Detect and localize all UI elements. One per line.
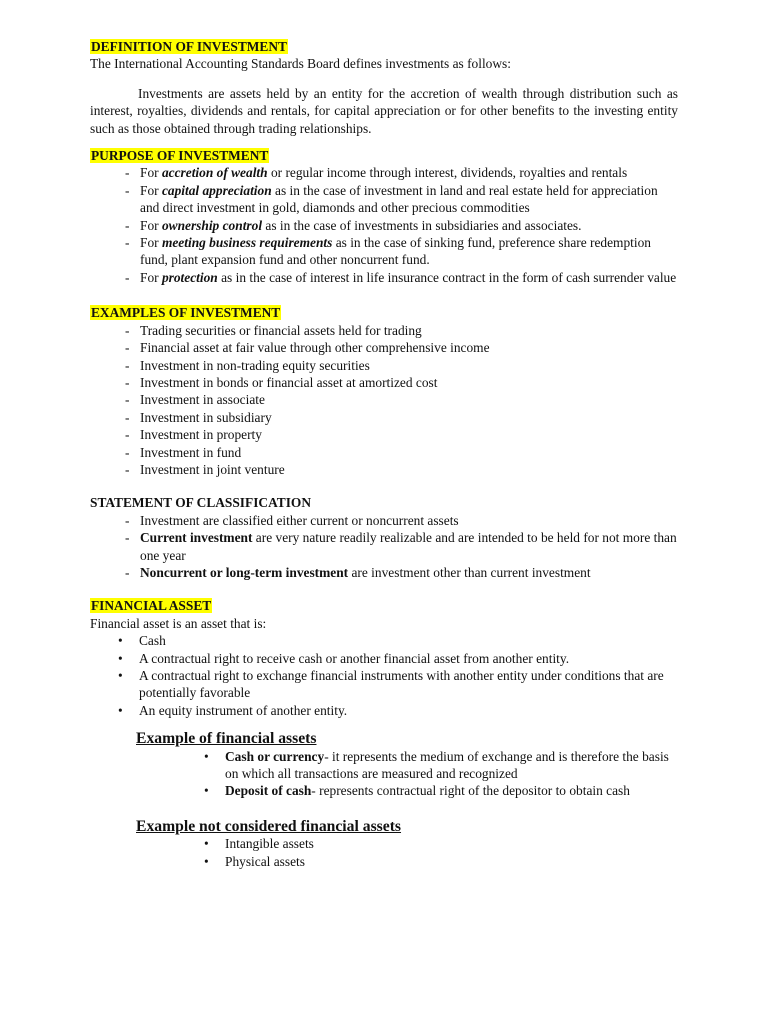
purpose-heading <box>90 147 678 164</box>
list-item: - Investment in subsidiary <box>90 409 678 426</box>
definition-body: Investments are assets held by an entity for the accretion of wealth through distribution such as interest, royalties, dividends and rentals, for capital appreciation or for other benefits to the investing entity such as those obtained through trading relationships. <box>90 85 678 136</box>
item-bold: Cash or currency <box>225 748 325 764</box>
item-prefix: For <box>140 235 162 251</box>
item-bold: Noncurrent or long-term investment <box>140 564 349 580</box>
financial-asset-section <box>90 597 678 719</box>
financial-asset-heading <box>90 597 678 614</box>
list-item: - Investment in non-trading equity securities <box>90 357 678 374</box>
example-not-financial-heading: Example not considered financial assets <box>136 817 402 835</box>
item-text: or regular income through interest, dividends, royalties and rentals <box>267 165 628 181</box>
list-item: - Investment in associate <box>90 391 678 408</box>
bullet-icon: • <box>118 668 123 683</box>
examples-heading <box>90 304 678 321</box>
bullet-icon: • <box>118 702 123 718</box>
item-text: Investment are classified either current or noncurrent assets <box>140 512 459 528</box>
item-text: - it represents the medium of exchange and is therefore the basis on which all transactions are measured and recognized <box>225 748 669 782</box>
list-item <box>90 853 678 870</box>
item-emphasis: capital appreciation <box>161 182 272 198</box>
definition-heading <box>90 38 678 55</box>
example-financial-list <box>90 748 678 800</box>
list-item <box>90 269 678 286</box>
financial-asset-intro: Financial asset is an asset that is: <box>90 615 267 631</box>
item-text: as in the case of sinking fund, preference share redemption fund, plant expansion fund and other noncurrent fund. <box>140 235 651 268</box>
list-item <box>90 650 678 667</box>
examples-section <box>90 304 678 478</box>
list-item <box>90 164 678 181</box>
item-text: An equity instrument of another entity. <box>139 702 348 718</box>
list-item: - Trading securities or financial assets held for trading <box>90 322 678 339</box>
definition-heading-text: DEFINITION OF INVESTMENT <box>91 39 287 54</box>
item-emphasis: ownership control <box>161 217 263 233</box>
financial-asset-heading-text: FINANCIAL ASSET <box>91 598 212 614</box>
item-text: Intangible assets <box>225 836 314 852</box>
list-item <box>90 632 678 649</box>
item-text: A contractual right to exchange financial instruments with another entity under conditions that are potentially favorable <box>139 668 664 701</box>
classification-list <box>90 512 678 582</box>
item-prefix: For <box>140 165 162 181</box>
bullet-icon: • <box>204 748 209 764</box>
example-financial-heading: Example of financial assets <box>136 730 317 748</box>
item-text: - represents contractual right of the depositor to obtain cash <box>311 783 630 799</box>
list-item <box>90 748 678 783</box>
list-item: - Investment in joint venture <box>90 461 678 478</box>
bullet-icon: • <box>204 853 209 869</box>
bullet-icon: • <box>118 633 123 649</box>
item-bold: Deposit of cash <box>225 783 312 799</box>
classification-section <box>90 494 678 581</box>
financial-asset-list <box>90 632 678 719</box>
list-item <box>90 512 678 529</box>
list-item <box>90 564 678 581</box>
bullet-icon: • <box>204 836 209 852</box>
item-text: Cash <box>139 633 166 649</box>
purpose-heading-text: PURPOSE OF INVESTMENT <box>91 148 269 164</box>
list-item: - Investment in property <box>90 426 678 443</box>
example-financial-section <box>90 730 678 800</box>
example-not-financial-list <box>90 835 678 870</box>
list-item <box>90 667 678 702</box>
list-item <box>90 835 678 852</box>
list-item <box>90 782 678 799</box>
list-item: - Investment in bonds or financial asset at amortized cost <box>90 374 678 391</box>
item-text: as in the case of investment in land and real estate held for appreciation and direct investment in gold, diamonds and other precious commodities <box>140 182 658 216</box>
list-item <box>90 182 678 217</box>
list-item <box>90 234 678 269</box>
item-emphasis: protection <box>161 269 218 285</box>
bullet-icon: • <box>204 783 209 799</box>
definition-section <box>90 38 678 137</box>
list-item: - Financial asset at fair value through other comprehensive income <box>90 339 678 356</box>
item-bold: Current investment <box>140 530 253 546</box>
examples-list <box>90 322 678 479</box>
list-item <box>90 702 678 719</box>
classification-heading: STATEMENT OF CLASSIFICATION <box>90 495 311 511</box>
purpose-section <box>90 147 678 286</box>
examples-heading-text: EXAMPLES OF INVESTMENT <box>91 305 281 321</box>
purpose-list <box>90 164 678 286</box>
item-emphasis: accretion of wealth <box>161 165 268 181</box>
example-not-financial-section <box>90 818 678 870</box>
item-prefix: For <box>140 217 162 233</box>
item-text: A contractual right to receive cash or another financial asset from another entity. <box>139 650 570 666</box>
item-prefix: For <box>140 269 162 285</box>
bullet-icon: • <box>118 650 123 666</box>
list-item: - Investment in fund <box>90 444 678 461</box>
item-text: as in the case of investments in subsidiaries and associates. <box>262 217 582 233</box>
item-text: Physical assets <box>225 853 305 869</box>
item-text: are investment other than current investment <box>348 564 591 580</box>
item-text: as in the case of interest in life insurance contract in the form of cash surrender value <box>217 269 677 285</box>
list-item <box>90 529 678 564</box>
definition-intro: The International Accounting Standards Board defines investments as follows: <box>90 56 511 72</box>
item-text: are very nature readily realizable and are intended to be held for not more than one year <box>140 530 677 563</box>
list-item <box>90 217 678 234</box>
item-prefix: For <box>140 182 162 198</box>
item-emphasis: meeting business requirements <box>161 235 333 251</box>
